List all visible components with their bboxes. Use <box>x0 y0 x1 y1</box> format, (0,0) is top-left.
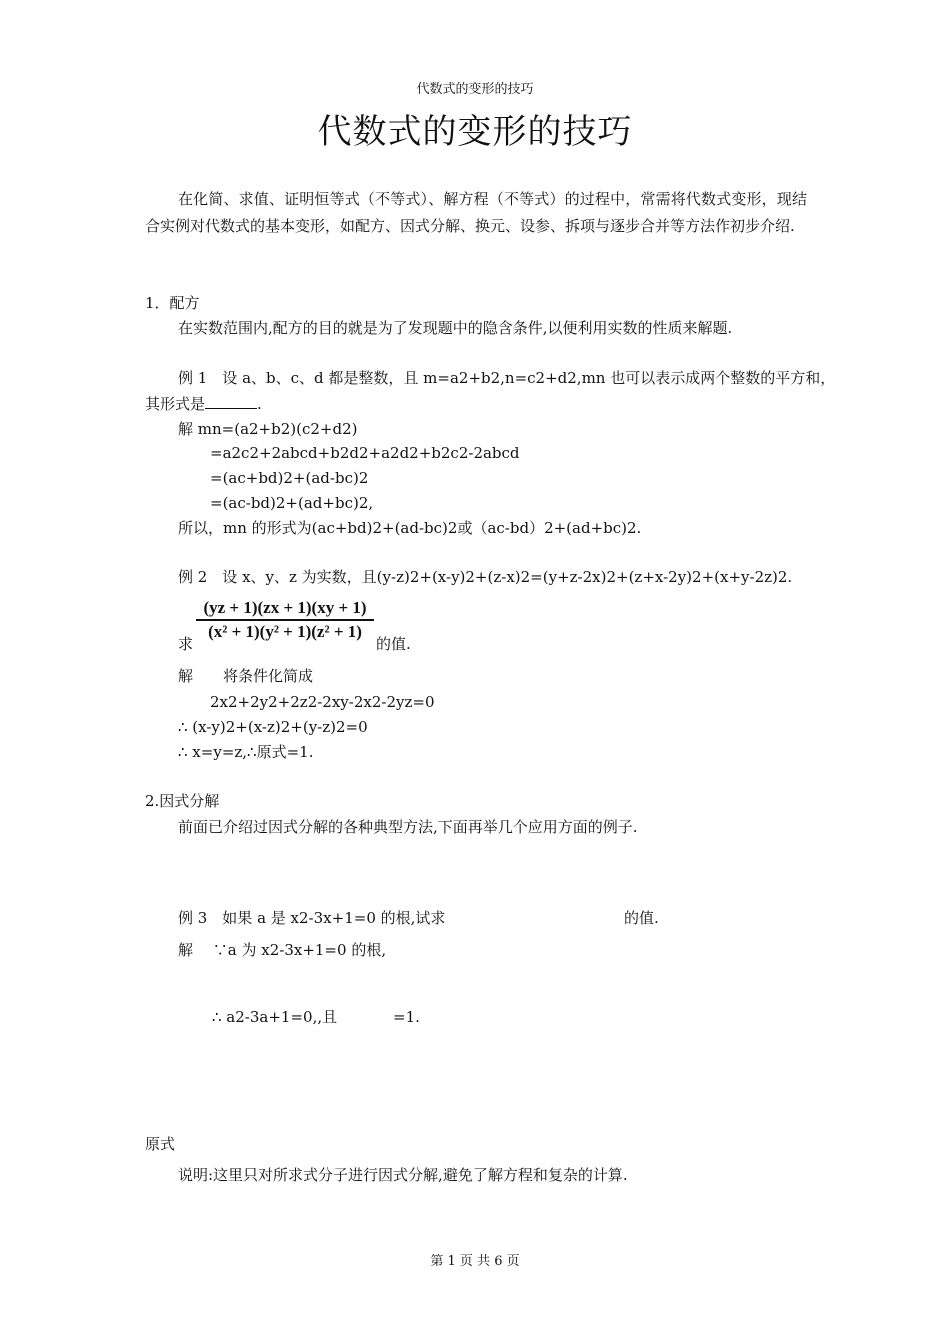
example-2-solution-line: ∴ x=y=z,∴原式=1. <box>178 743 314 761</box>
running-header: 代数式的变形的技巧 <box>416 82 534 97</box>
example-2-ask-prefix: 求 <box>178 635 194 653</box>
example-1-blank-line <box>145 394 262 414</box>
section-desc: 在实数范围内,配方的目的就是为了发现题中的隐含条件,以便利用实数的性质来解题. <box>178 319 733 337</box>
example-3-solution-line: ∴ a2-3a+1=0,,且 <box>212 1008 338 1026</box>
document-title: 代数式的变形的技巧 <box>317 112 633 152</box>
example-2-solution-line: ∴ (x-y)2+(x-z)2+(y-z)2=0 <box>178 718 368 736</box>
original-expression-label: 原式 <box>145 1135 176 1153</box>
example-1-solution-line: =(ac+bd)2+(ad-bc)2 <box>210 469 369 487</box>
blank-prefix: 其形式是 <box>145 395 206 413</box>
page-footer: 第 1 页 共 6 页 <box>430 1254 520 1269</box>
example-1-solution-line: =(ac-bd)2+(ad+bc)2, <box>210 494 374 512</box>
example-3-statement-suffix: 的值. <box>624 909 659 927</box>
section-heading-factorization: 2.因式分解 <box>145 792 220 810</box>
fraction-denominator: (x² + 1)(y² + 1)(z² + 1) <box>208 622 362 641</box>
section-desc: 前面已介绍过因式分解的各种典型方法,下面再举几个应用方面的例子. <box>178 818 638 836</box>
explanation-note: 说明:这里只对所求式分子进行因式分解,避免了解方程和复杂的计算. <box>178 1166 628 1184</box>
example-2-statement: 例 2 设 x、y、z 为实数，且(y-z)2+(x-y)2+(z-x)2=(y+z-2x)2+(z+x-2y)2+(x+y-2z)2. <box>178 568 793 586</box>
fraction-formula <box>196 598 374 642</box>
section-heading-completing-square: 1．配方 <box>145 294 200 312</box>
example-2-solution-label: 解 将条件化简成 <box>178 667 314 685</box>
intro-paragraph: 在化简、求值、证明恒等式（不等式）、解方程（不等式）的过程中，常需将代数式变形，现结合实例对代数式的基本变形，如配方、因式分解、换元、设参、拆项与逐步合并等方法作初步介绍. <box>145 190 807 235</box>
blank-suffix: . <box>257 395 262 413</box>
fraction-numerator: (yz + 1)(zx + 1)(xy + 1) <box>203 598 367 617</box>
example-2-ask-suffix: 的值. <box>376 635 411 653</box>
example-3-statement: 例 3 如果 a 是 x2-3x+1=0 的根,试求 <box>178 909 446 927</box>
example-3-solution-suffix: =1. <box>393 1008 420 1026</box>
fraction-bar <box>196 619 374 621</box>
example-1-conclusion: 所以，mn 的形式为(ac+bd)2+(ad-bc)2或（ac-bd）2+(ad+bc)2. <box>178 519 642 537</box>
example-3-solution-line: 解 ∵a 为 x2-3x+1=0 的根, <box>178 941 387 959</box>
example-1-statement: 例 1 设 a、b、c、d 都是整数，且 m=a2+b2,n=c2+d2,mn 也可以表示成两个整数的平方和， <box>178 369 836 387</box>
example-1-solution-line: 解 mn=(a2+b2)(c2+d2) <box>178 420 358 438</box>
answer-blank <box>205 394 257 409</box>
example-2-solution-line: 2x2+2y2+2z2-2xy-2x2-2yz=0 <box>210 693 435 711</box>
example-1-solution-line: =a2c2+2abcd+b2d2+a2d2+b2c2-2abcd <box>210 444 520 462</box>
